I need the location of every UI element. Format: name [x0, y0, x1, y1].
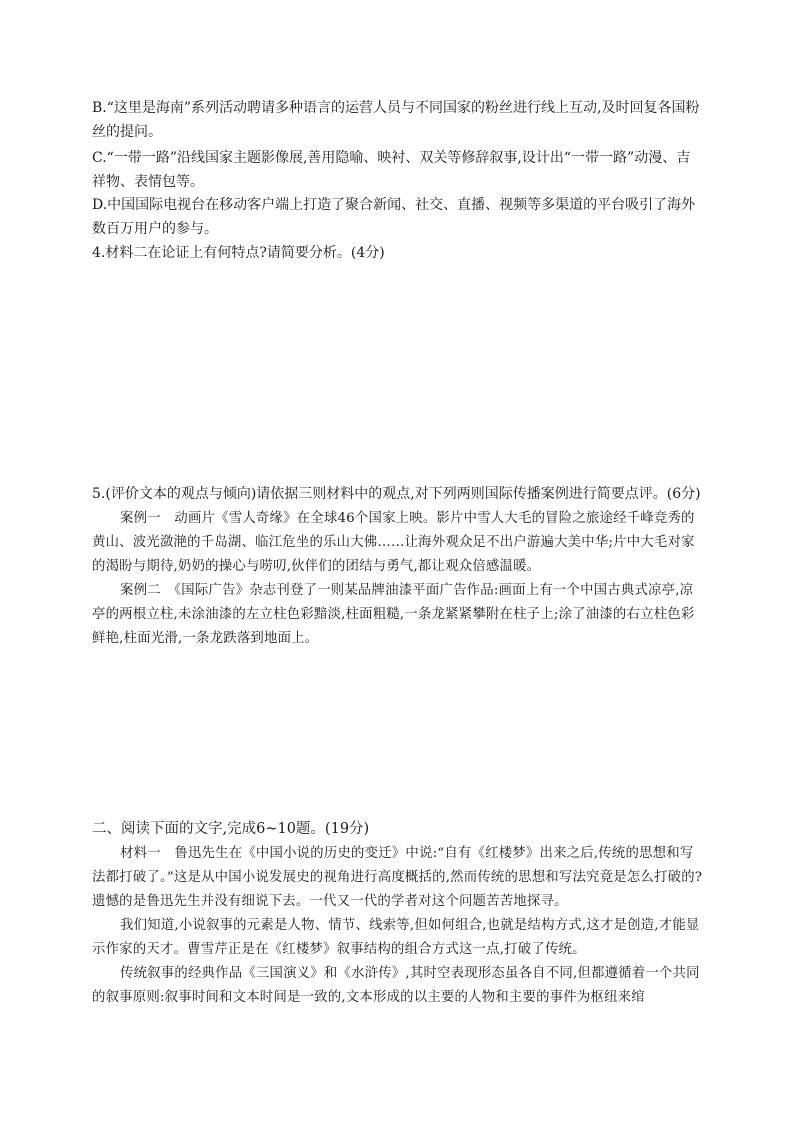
case-2: 案例二 《国际广告》杂志刊登了一则某品牌油漆平面广告作品:画面上有一个中国古典式凉亭,凉亭的两根立柱,未涂油漆的左立柱色彩黯淡,柱面粗糙,一条龙紧紧攀附在柱子上;涂了油漆的右立柱色彩鲜艳,柱面光滑,一条龙跌落到地面上。 [92, 583, 695, 646]
option-d: D.中国国际电视台在移动客户端上打造了聚合新闻、社交、直播、视频等多渠道的平台吸引了海外数百万用户的参与。 [92, 197, 696, 237]
material-1-paragraph-3: 传统叙事的经典作品《三国演义》和《水浒传》,其时空表现形态虽各自不同,但都遵循着一个共同的叙事原则:叙事时间和文本时间是一致的,文本形成的以主要的人物和主要的事件为枢纽来绾 [92, 966, 700, 1005]
case-1: 案例一 动画片《雪人奇缘》在全球46个国家上映。影片中雪人大毛的冒险之旅途经千峰竞秀的黄山、波光潋滟的千岛湖、临江危坐的乐山大佛……让海外观众足不出户游遍大美中华;片中大毛对家的渴盼与期待,奶奶的操心与唠叨,伙伴们的团结与勇气,都让观众倍感温暖。 [92, 511, 695, 574]
option-b: B.“这里是海南”系列活动聘请多种语言的运营人员与不同国家的粉丝进行线上互动,及时回复各国粉丝的提问。 [92, 100, 700, 140]
option-c: C.“一带一路”沿线国家主题影像展,善用隐喻、映衬、双关等修辞叙事,设计出“一带一路”动漫、吉祥物、表情包等。 [92, 150, 691, 190]
question-5: 5.(评价文本的观点与倾向)请依据三则材料中的观点,对下列两则国际传播案例进行简要点评。(6分) [92, 486, 701, 502]
material-1-paragraph-2: 我们知道,小说叙事的元素是人物、情节、线索等,但如何组合,也就是结构方式,这才是创造,才能显示作家的天才。曹雪芹正是在《红楼梦》叙事结构的组合方式这一点,打破了传统。 [92, 918, 700, 957]
question-4: 4.材料二在论证上有何特点?请简要分析。(4分) [92, 245, 385, 261]
material-1-paragraph-1: 材料一 鲁迅先生在《中国小说的历史的变迁》中说:“自有《红楼梦》出来之后,传统的思想和写法都打破了。”这是从中国小说发展史的视角进行高度概括的,然而传统的思想和写法究竟是怎么打破的?遗憾的是鲁迅先生并没有细说下去。一代又一代的学者对这个问题苦苦地探寻。 [92, 846, 703, 909]
section-2-heading: 二、阅读下面的文字,完成6~10题。(19分) [92, 821, 370, 837]
